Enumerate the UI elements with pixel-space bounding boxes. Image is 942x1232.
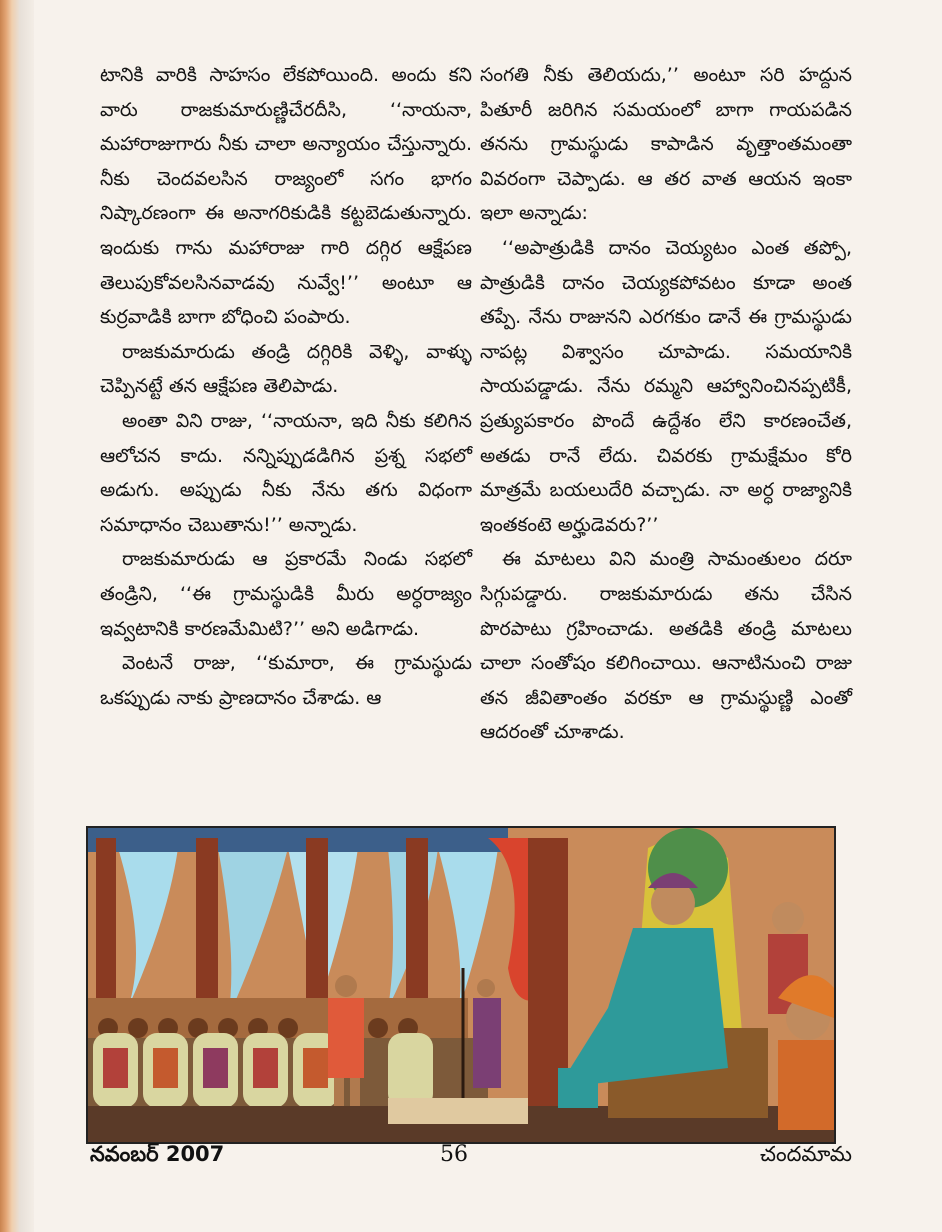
- paragraph: అంతా విని రాజు, ‘‘నాయనా, ఇది నీకు కలిగిన ఆలోచన కాదు. నన్నిప్పుడడిగిన ప్రశ్న సభలో అడుగు. అప్పుడు నీకు నేను తగు విధంగా సమాధానం చెబుతాను!’’ అన్నాడు.: [100, 409, 472, 536]
- right-text-column: [480, 58, 852, 750]
- royal-court-illustration: [86, 826, 836, 1144]
- paragraph: రాజకుమారుడు ఆ ప్రకారమే నిండు సభలో తండ్రిని, ‘‘ఈ గ్రామస్థుడికి మీరు అర్ధరాజ్యం ఇవ్వటానికి కారణమేమిటి?’’ అని అడిగాడు.: [100, 548, 472, 640]
- page-number: 56: [440, 1142, 468, 1167]
- magazine-name: చందమామ: [760, 1142, 852, 1166]
- audience: [88, 998, 488, 1108]
- paragraph: టానికి వారికి సాహసం లేకపోయింది. అందు కని వారు రాజకుమారుణ్ణిచేరదీసి, ‘‘నాయనా, మహారాజుగారు నీకు చాలా అన్యాయం చేస్తున్నారు. నీకు చెందవలసిన రాజ్యంలో సగం భాగం నిష్కారణంగా ఈ అనాగరికుడికి కట్టబెడుతున్నారు. ఇందుకు గాను మహారాజు గారి దగ్గిర ఆక్షేపణ తెలుపుకోవలసినవాడవు నువ్వే!’’ అంటూ ఆ కుర్రవాడికి బాగా బోధించి పంపారు.: [100, 64, 472, 329]
- left-text-column: [100, 58, 472, 715]
- paragraph: వెంటనే రాజు, ‘‘కుమారా, ఈ గ్రామస్థుడు ఒకప్పుడు నాకు ప్రాణదానం చేశాడు. ఆ: [100, 652, 472, 709]
- issue-date: నవంబర్ 2007: [90, 1142, 225, 1166]
- paragraph: ‘‘అపాత్రుడికి దానం చెయ్యటం ఎంత తప్పో, పాత్రుడికి దానం చెయ్యకపోవటం కూడా అంత తప్పే. నేను రాజునని ఎరగకుం డానే ఈ గ్రామస్థుడు నాపట్ల విశ్వాసం చూపాడు. సమయానికి సాయపడ్డాడు. నేను రమ్మని ఆహ్వానించినప్పటికీ, ప్రత్యుపకారం పొందే ఉద్దేశం లేని కారణంచేత, అతడు రానే లేదు. చివరకు గ్రామక్షేమం కోరి మాత్రమే బయలుదేరి వచ్చాడు. నా అర్ధ రాజ్యానికి ఇంతకంటె అర్హుడెవరు?’’: [480, 236, 852, 536]
- paragraph: రాజకుమారుడు తండ్రి దగ్గిరికి వెళ్ళి, వాళ్ళు చెప్పినట్టే తన ఆక్షేపణ తెలిపాడు.: [100, 340, 472, 398]
- paragraph: ఈ మాటలు విని మంత్రి సామంతులం దరూ సిగ్గుపడ్డారు. రాజకుమారుడు తను చేసిన పొరపాటు గ్రహించాడు. అతడికి తండ్రి మాటలు చాలా సంతోషం కలిగించాయి. ఆనాటినుంచి రాజు తన జీవితాంతం వరకూ ఆ గ్రామస్థుణ్ణి ఎంతో ఆదరంతో చూశాడు.: [480, 548, 852, 744]
- page-edge: [0, 0, 34, 1232]
- paragraph: సంగతి నీకు తెలియదు,’’ అంటూ సరి హద్దున పితూరీ జరిగిన సమయంలో బాగా గాయపడిన తనను గ్రామస్థుడు కాపాడిన వృత్తాంతమంతా వివరంగా చెప్పాడు. ఆ తర వాత ఆయన ఇంకా ఇలా అన్నాడు:: [480, 64, 852, 225]
